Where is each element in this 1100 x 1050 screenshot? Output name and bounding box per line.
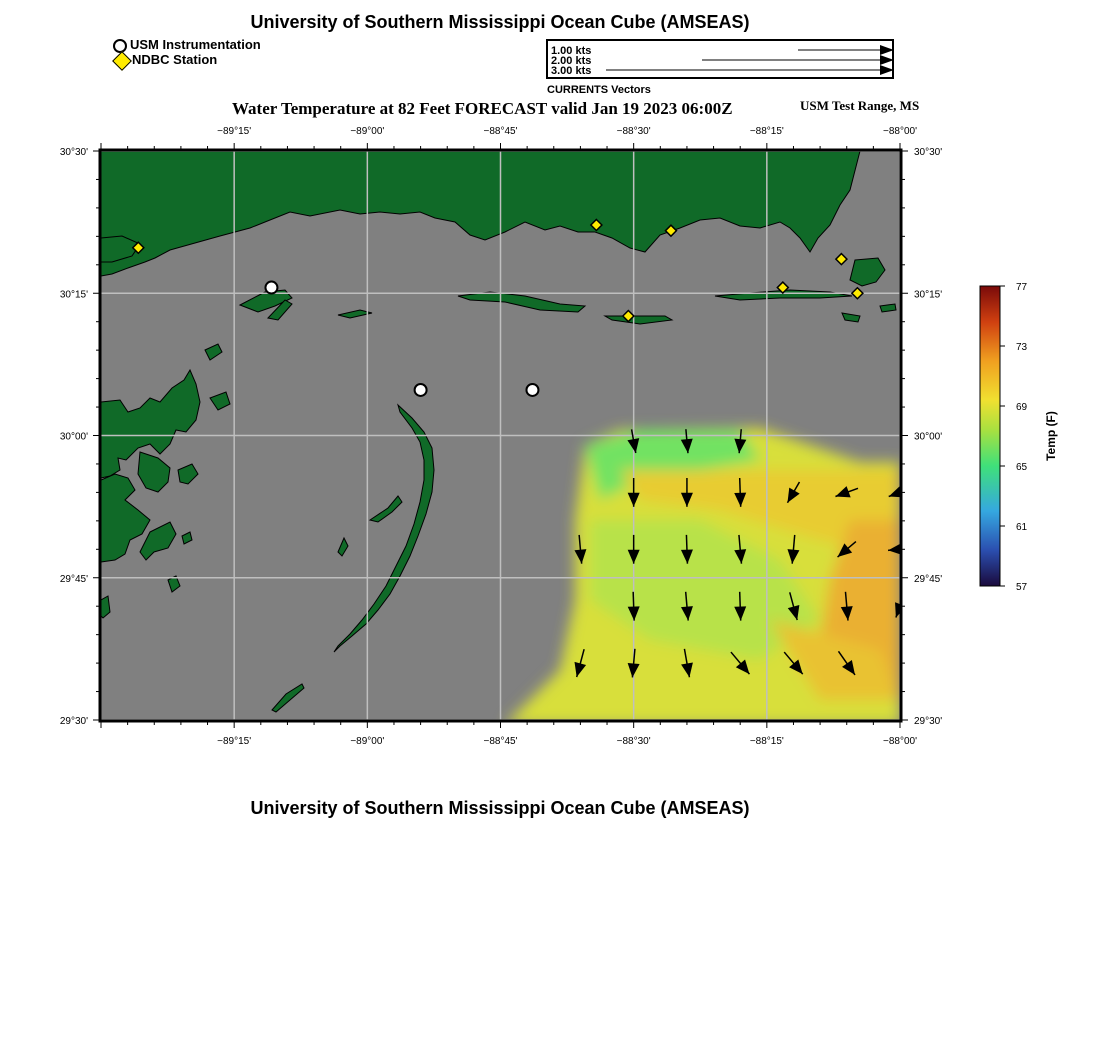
x-tick-label-top: −88°30' bbox=[616, 126, 651, 137]
colorbar-tick-label: 61 bbox=[1016, 522, 1028, 533]
x-tick-label-bottom: −88°15' bbox=[749, 736, 784, 747]
vectors-caption: CURRENTS Vectors bbox=[547, 84, 651, 96]
colorbar bbox=[980, 282, 1058, 593]
footer-title: University of Southern Mississippi Ocean Cube (AMSEAS) bbox=[250, 798, 750, 818]
scale-label-3: 3.00 kts bbox=[551, 65, 592, 77]
x-tick-label-top: −88°15' bbox=[749, 126, 784, 137]
colorbar-ramp bbox=[980, 286, 1000, 586]
scale-label-1: 1.00 kts bbox=[551, 45, 592, 57]
x-tick-label-top: −89°00' bbox=[350, 126, 385, 137]
legend-usm-label: USM Instrumentation bbox=[130, 37, 261, 52]
usm-instrument-marker bbox=[526, 384, 538, 396]
colorbar-tick-label: 73 bbox=[1016, 342, 1028, 353]
y-tick-label-left: 29°30' bbox=[59, 716, 88, 727]
y-tick-label-left: 29°45' bbox=[59, 573, 88, 585]
y-tick-label-left: 30°30' bbox=[59, 147, 88, 158]
x-tick-label-bottom: −89°00' bbox=[350, 736, 385, 747]
region-label: USM Test Range, MS bbox=[800, 98, 920, 113]
y-tick-label-left: 30°00' bbox=[59, 431, 88, 443]
y-tick-label-right: 29°45' bbox=[914, 573, 943, 585]
x-tick-label-bottom: −89°15' bbox=[217, 736, 252, 747]
colorbar-title: Temp (F) bbox=[1044, 411, 1058, 461]
legend-ndbc-label: NDBC Station bbox=[132, 52, 218, 67]
y-tick-label-right: 29°30' bbox=[914, 716, 943, 727]
y-tick-label-right: 30°30' bbox=[914, 147, 943, 158]
x-tick-label-bottom: −88°45' bbox=[483, 736, 518, 747]
x-tick-label-top: −89°15' bbox=[217, 126, 252, 137]
colorbar-tick-label: 65 bbox=[1016, 462, 1028, 473]
usm-instrument-marker bbox=[265, 282, 277, 294]
colorbar-tick-label: 77 bbox=[1016, 282, 1028, 293]
y-tick-label-left: 30°15' bbox=[59, 289, 88, 301]
y-tick-label-right: 30°00' bbox=[914, 431, 943, 443]
x-tick-label-top: −88°45' bbox=[483, 126, 518, 137]
colorbar-tick-label: 69 bbox=[1016, 402, 1028, 413]
map-subtitle: Water Temperature at 82 Feet FORECAST valid Jan 19 2023 06:00Z bbox=[232, 99, 733, 118]
x-tick-label-top: −88°00' bbox=[883, 126, 917, 137]
colorbar-tick-label: 57 bbox=[1016, 582, 1028, 593]
y-tick-label-right: 30°15' bbox=[914, 289, 943, 301]
scale-label-2: 2.00 kts bbox=[551, 55, 592, 67]
x-tick-label-bottom: −88°00' bbox=[883, 736, 917, 747]
usm-instrument-marker bbox=[415, 384, 427, 396]
page-title: University of Southern Mississippi Ocean Cube (AMSEAS) bbox=[250, 12, 750, 32]
x-tick-label-bottom: −88°30' bbox=[616, 736, 651, 747]
